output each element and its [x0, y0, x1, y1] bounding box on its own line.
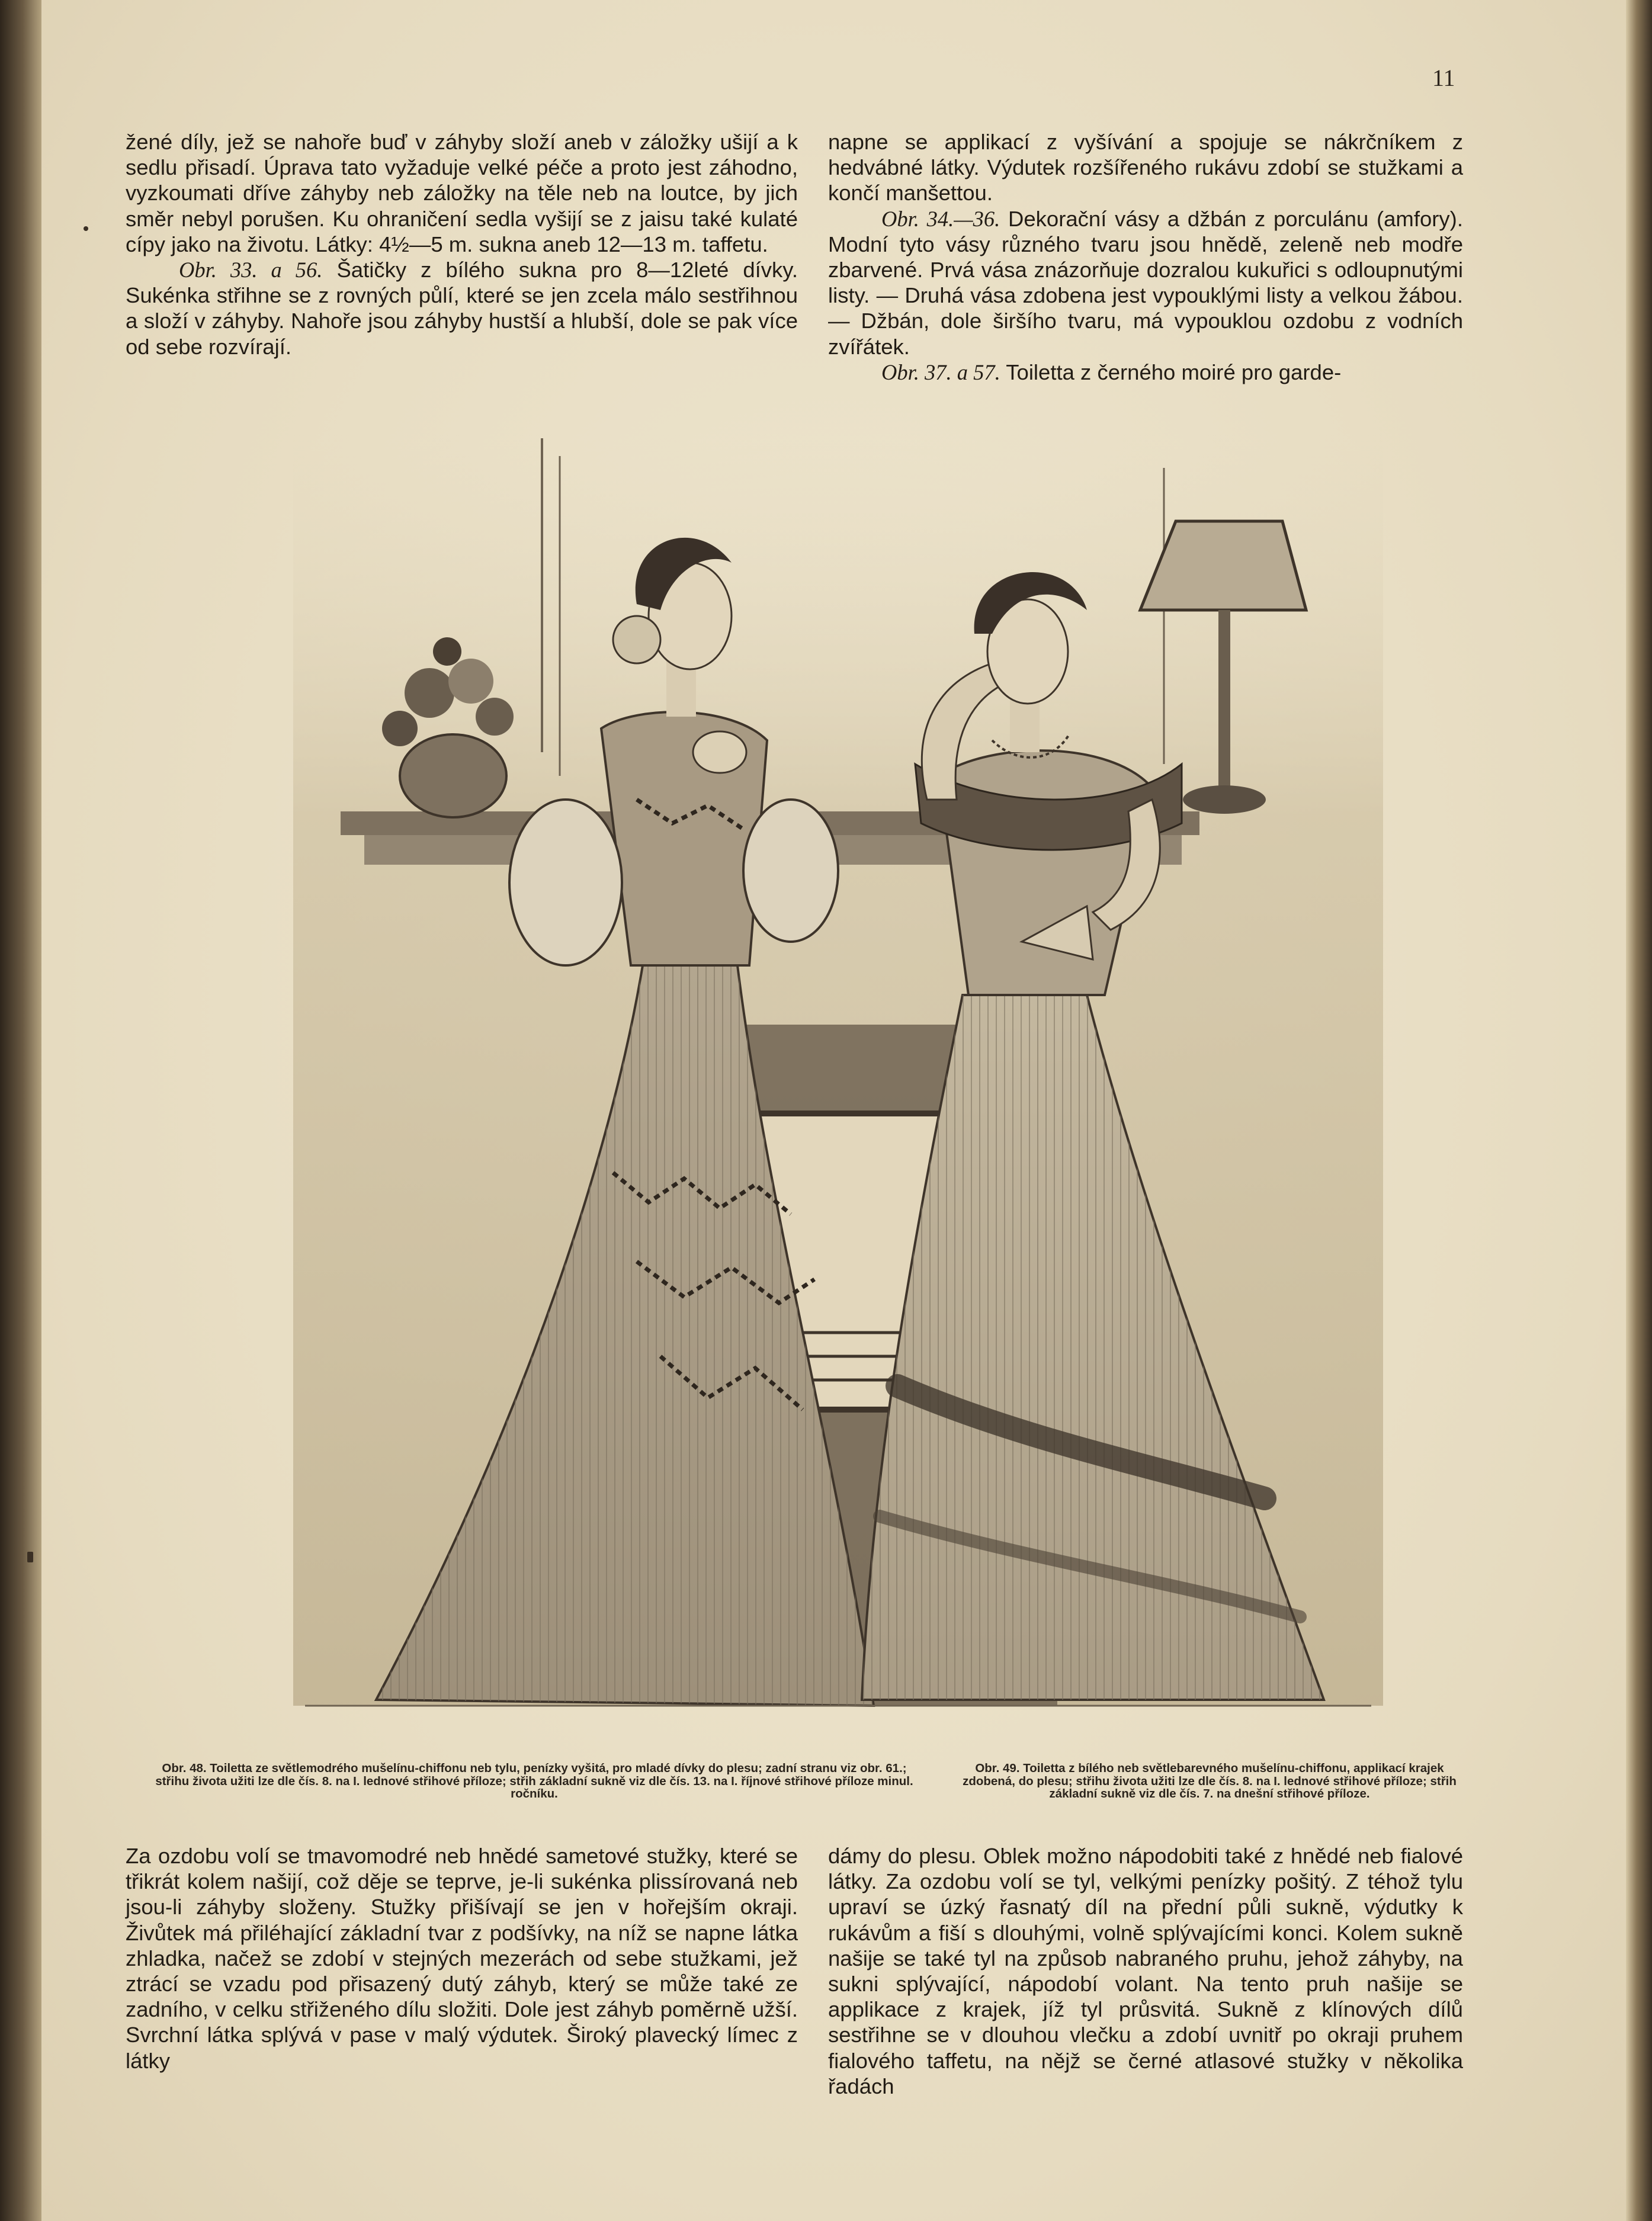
- fashion-illustration: [281, 432, 1395, 1732]
- puff-sleeve: [743, 800, 838, 942]
- lamp-base: [1183, 785, 1266, 814]
- page-number: 11: [1432, 65, 1455, 91]
- flower-icon: [433, 637, 461, 666]
- paragraph-text: Dekorační vásy a džbán z porculánu (amfory). Modní tyto vásy různého tvaru jsou hnědě, zeleně neb modře zbarvené. Prvá vása znázorňuje dozralou kukuřici s odloupnutými listy. — Druhá vása zdobena jest vypouklými listy a velkou žábou. — Džbán, dole širšího tvaru, má vypouklou ozdobu z vodních zvířátek.: [828, 206, 1463, 359]
- book-gutter: [0, 0, 41, 2221]
- margin-mark: [27, 1552, 33, 1562]
- paragraph: dámy do plesu. Oblek možno nápodobiti také z hnědé neb fialové látky. Za ozdobu volí se tyl, velkými penízky pošitý. Z téhož tylu upraví se úzký řasnatý díl na přední půli sukně, výdutky k rukávům a fiší s dlouhými, volně splývajícími konci. Kolem sukně našije se také tyl na způsob nabraného pruhu, jehož záhyby, na sukni splývající, nápodobí volant. Na tento pruh našije se applikace z krajek, jíž tyl průsvitá. Sukně z klínových dílů sestřihne se v dlouhou vlečku a zdobí uvnitř po okraji pruhem fialového taffetu, na nějž se černé atlasové stužky v několika řadách: [828, 1844, 1463, 2098]
- text-column-top-left: [126, 129, 798, 360]
- flower-icon: [405, 668, 454, 718]
- paragraph: [126, 257, 798, 360]
- paragraph: napne se applikací z vyšívání a spojuje se nákrčníkem z hedvábné látky. Výdutek rozšířeného rukávu zdobí se stužkami a končí manšettou.: [828, 130, 1463, 206]
- flower-icon: [448, 659, 493, 704]
- page-edge: [1626, 0, 1652, 2221]
- figure-reference: Obr. 33. a 56.: [179, 258, 323, 283]
- figure-reference: Obr. 37. a 57.: [881, 360, 1000, 384]
- clasped-hands: [693, 731, 746, 773]
- text-column-bottom-left: [126, 1843, 798, 2074]
- figure-caption-49: Obr. 49. Toiletta z bílého neb světlebarevného mušelínu-chiffonu, applikací krajek zdobená, do plesu; střihu života užiti lze dle čís. 8. na I. lednové střihové příloze; střih základní sukně viz dle čís. 7. na dnešní střihové příloze.: [963, 1761, 1457, 1801]
- figure-caption-48: Obr. 48. Toiletta ze světlemodrého mušelínu-chiffonu neb tylu, penízky vyšitá, pro mladé dívky do plesu; zadní stranu viz obr. 61.; střihu života užiti lze dle čís. 8. na I. lednové střihové příloze; střih základní sukně viz dle čís. 13. na I. říjnové střihové příloze minul. ročníku.: [155, 1761, 913, 1801]
- paragraph: Za ozdobu volí se tmavomodré neb hnědé sametové stužky, které se třikrát kolem našijí, což děje se teprve, je-li sukénka plissírovaná neb jsou-li záhyby složeny. Stužky přišívají se jen v hořejším okraji. Živůtek má přiléhající základní tvar z podšívky, na níž se napne látka zhladka, načež se zdobí v stejných mezerách od sebe stužkami, jež ztrácí se vzadu pod přisazený dutý záhyb, který se může také ze zadního, v celku střiženého dílu složiti. Dole jest záhyb poměrně užší. Svrchní látka splývá v pase v malý výdutek. Široký plavecký límec z látky: [126, 1844, 798, 2073]
- figure-reference: Obr. 34.—36.: [881, 206, 1000, 231]
- paragraph-text: Šatičky z bílého sukna pro 8—12leté dívky. Sukénka střihne se z rovných půlí, které se jen zcela málo sestřihnou a složí v záhyby. Nahoře jsou záhyby hustší a hlubší, dole se pak více od sebe rozvírají.: [126, 258, 798, 359]
- paragraph: [828, 206, 1463, 360]
- paragraph-text: Toiletta z černého moiré pro garde-: [1006, 360, 1342, 384]
- margin-mark: [84, 226, 88, 231]
- paragraph: [828, 360, 1463, 385]
- hair-flower-icon: [613, 616, 660, 663]
- text-column-top-right: [828, 129, 1463, 385]
- flower-icon: [476, 698, 514, 736]
- flower-icon: [382, 711, 418, 746]
- vase-icon: [400, 734, 506, 817]
- text-column-bottom-right: [828, 1843, 1463, 2099]
- lamp-stem: [1218, 610, 1230, 788]
- paragraph: žené díly, jež se nahoře buď v záhyby složí aneb v záložky ušijí a k sedlu přisadí. Úprava tato vyžaduje velké péče a proto jest záhodno, vyzkoumati dříve záhyby neb záložky na těle neb na loutce, by jich směr nebyl porušen. Ku ohraničení sedla vyšijí se z jaisu také kulaté cípy jako na životu. Látky: 4½—5 m. sukna aneb 12—13 m. taffetu.: [126, 130, 798, 256]
- puff-sleeve: [509, 800, 622, 965]
